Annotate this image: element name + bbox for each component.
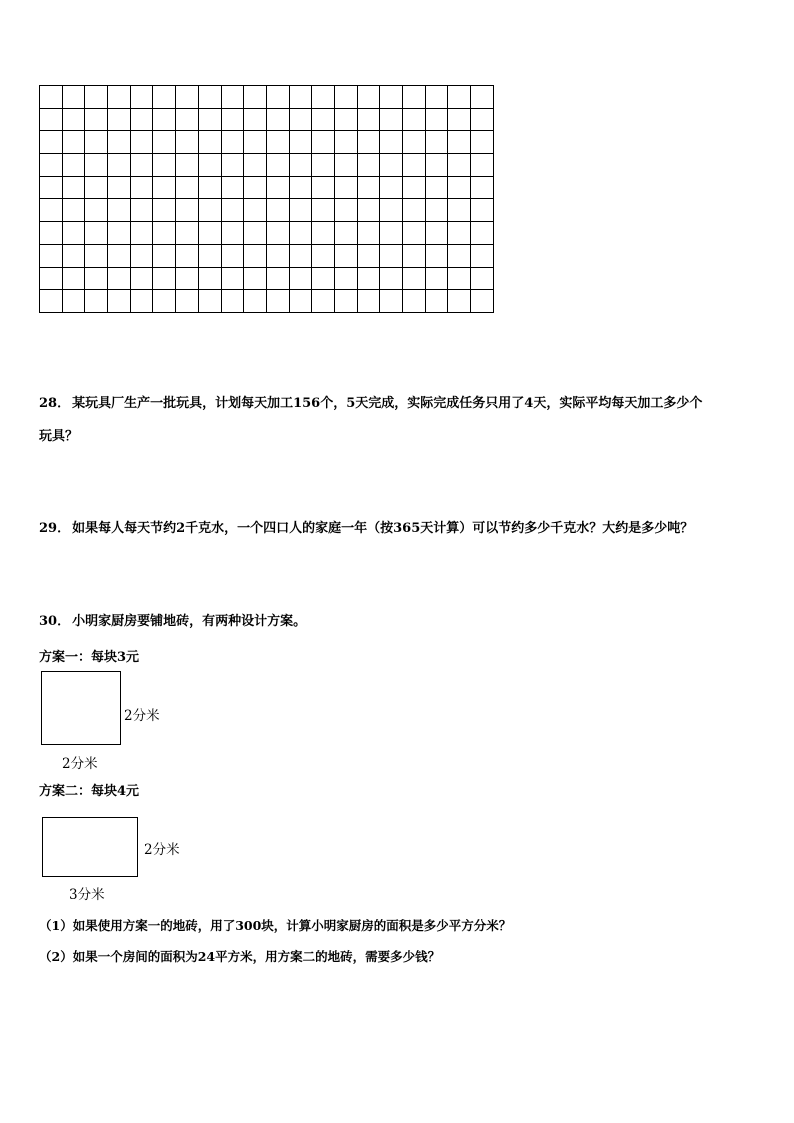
grid-cell bbox=[85, 222, 108, 245]
grid-cell bbox=[199, 131, 222, 154]
plan-1-label: 方案一：每块3元 bbox=[39, 650, 140, 665]
grid-cell bbox=[448, 199, 471, 222]
grid-cell bbox=[335, 131, 358, 154]
grid-cell bbox=[471, 245, 494, 268]
grid-cell bbox=[403, 86, 426, 109]
grid-cell bbox=[426, 154, 449, 177]
grid-cell bbox=[290, 290, 313, 313]
grid-cell bbox=[290, 109, 313, 132]
grid-cell bbox=[108, 177, 131, 200]
grid-cell bbox=[380, 86, 403, 109]
grid-cell bbox=[244, 222, 267, 245]
sub-question-1: （1）如果使用方案一的地砖，用了300块，计算小明家厨房的面积是多少平方分米？ bbox=[39, 918, 512, 933]
grid-cell bbox=[131, 199, 154, 222]
grid-cell bbox=[471, 177, 494, 200]
grid-cell bbox=[40, 131, 63, 154]
grid-cell bbox=[153, 245, 176, 268]
grid-cell bbox=[448, 109, 471, 132]
grid-cell bbox=[176, 222, 199, 245]
grid-cell bbox=[403, 290, 426, 313]
grid-cell bbox=[312, 154, 335, 177]
grid-cell bbox=[312, 109, 335, 132]
grid-cell bbox=[335, 268, 358, 291]
grid-cell bbox=[63, 177, 86, 200]
answer-grid bbox=[39, 85, 494, 313]
grid-cell bbox=[426, 245, 449, 268]
grid-cell bbox=[312, 290, 335, 313]
grid-cell bbox=[290, 177, 313, 200]
grid-cell bbox=[131, 222, 154, 245]
grid-cell bbox=[222, 245, 245, 268]
grid-cell bbox=[40, 199, 63, 222]
grid-cell bbox=[85, 199, 108, 222]
grid-cell bbox=[153, 109, 176, 132]
grid-cell bbox=[426, 222, 449, 245]
grid-cell bbox=[380, 109, 403, 132]
grid-cell bbox=[153, 154, 176, 177]
grid-cell bbox=[471, 86, 494, 109]
grid-cell bbox=[426, 268, 449, 291]
grid-cell bbox=[312, 199, 335, 222]
grid-cell bbox=[222, 177, 245, 200]
grid-cell bbox=[312, 131, 335, 154]
grid-cell bbox=[108, 86, 131, 109]
grid-cell bbox=[222, 199, 245, 222]
plan-2-side-label: 2分米 bbox=[144, 842, 180, 858]
question-29 bbox=[39, 522, 693, 535]
grid-cell bbox=[358, 222, 381, 245]
grid-cell bbox=[290, 131, 313, 154]
grid-cell bbox=[335, 290, 358, 313]
question-29-number: 29． bbox=[39, 521, 71, 536]
grid-cell bbox=[358, 109, 381, 132]
grid-cell bbox=[290, 268, 313, 291]
grid-cell bbox=[176, 154, 199, 177]
grid-cell bbox=[426, 199, 449, 222]
grid-cell bbox=[85, 109, 108, 132]
grid-cell bbox=[448, 268, 471, 291]
grid-cell bbox=[335, 222, 358, 245]
grid-cell bbox=[244, 245, 267, 268]
grid-cell bbox=[85, 177, 108, 200]
grid-cell bbox=[40, 222, 63, 245]
grid-cell bbox=[199, 199, 222, 222]
grid-cell bbox=[358, 154, 381, 177]
grid-cell bbox=[108, 222, 131, 245]
grid-cell bbox=[153, 290, 176, 313]
grid-cell bbox=[176, 245, 199, 268]
grid-cell bbox=[244, 109, 267, 132]
grid-cell bbox=[448, 154, 471, 177]
grid-cell bbox=[403, 109, 426, 132]
grid-cell bbox=[40, 86, 63, 109]
grid-cell bbox=[448, 86, 471, 109]
grid-cell bbox=[153, 222, 176, 245]
grid-cell bbox=[40, 154, 63, 177]
grid-cell bbox=[176, 199, 199, 222]
grid-cell bbox=[131, 268, 154, 291]
grid-cell bbox=[267, 177, 290, 200]
plan-1-side-label: 2分米 bbox=[124, 708, 160, 724]
grid-cell bbox=[358, 131, 381, 154]
grid-cell bbox=[222, 86, 245, 109]
grid-cell bbox=[108, 290, 131, 313]
grid-cell bbox=[312, 86, 335, 109]
grid-cell bbox=[471, 290, 494, 313]
grid-cell bbox=[267, 109, 290, 132]
grid-cell bbox=[40, 290, 63, 313]
sub-question-2: （2）如果一个房间的面积为24平方米，用方案二的地砖，需要多少钱？ bbox=[39, 949, 441, 964]
grid-cell bbox=[244, 86, 267, 109]
grid-cell bbox=[131, 245, 154, 268]
grid-cell bbox=[290, 222, 313, 245]
grid-cell bbox=[290, 245, 313, 268]
grid-cell bbox=[312, 245, 335, 268]
grid-cell bbox=[312, 222, 335, 245]
grid-cell bbox=[199, 245, 222, 268]
grid-cell bbox=[153, 268, 176, 291]
grid-cell bbox=[335, 177, 358, 200]
grid-cell bbox=[85, 290, 108, 313]
grid-cell bbox=[471, 268, 494, 291]
plan-2-bottom-label: 3分米 bbox=[69, 887, 105, 903]
grid-cell bbox=[85, 131, 108, 154]
grid-cell bbox=[380, 268, 403, 291]
question-30 bbox=[39, 615, 306, 628]
grid-cell bbox=[312, 268, 335, 291]
grid-cell bbox=[222, 268, 245, 291]
grid-cell bbox=[63, 131, 86, 154]
grid-cell bbox=[380, 131, 403, 154]
grid-cell bbox=[222, 109, 245, 132]
grid-cell bbox=[244, 268, 267, 291]
grid-cell bbox=[403, 154, 426, 177]
grid-cell bbox=[85, 268, 108, 291]
grid-cell bbox=[267, 86, 290, 109]
grid-cell bbox=[108, 131, 131, 154]
grid-cell bbox=[267, 290, 290, 313]
grid-cell bbox=[131, 131, 154, 154]
grid-cell bbox=[335, 199, 358, 222]
grid-cell bbox=[290, 154, 313, 177]
grid-cell bbox=[267, 245, 290, 268]
grid-cell bbox=[244, 154, 267, 177]
grid-cell bbox=[199, 177, 222, 200]
grid-cell bbox=[108, 154, 131, 177]
grid-cell bbox=[85, 86, 108, 109]
grid-cell bbox=[108, 268, 131, 291]
grid-cell bbox=[176, 268, 199, 291]
grid-cell bbox=[222, 154, 245, 177]
grid-cell bbox=[153, 199, 176, 222]
grid-cell bbox=[63, 109, 86, 132]
grid-cell bbox=[63, 290, 86, 313]
grid-cell bbox=[403, 245, 426, 268]
grid-cell bbox=[290, 199, 313, 222]
plan-1-tile bbox=[41, 671, 121, 745]
grid-cell bbox=[471, 222, 494, 245]
grid-cell bbox=[85, 154, 108, 177]
question-28-line1 bbox=[39, 397, 702, 410]
grid-cell bbox=[448, 245, 471, 268]
grid-cell bbox=[358, 290, 381, 313]
grid-cell bbox=[40, 268, 63, 291]
grid-cell bbox=[40, 177, 63, 200]
grid-cell bbox=[358, 268, 381, 291]
grid-cell bbox=[222, 131, 245, 154]
grid-cell bbox=[448, 222, 471, 245]
grid-cell bbox=[176, 177, 199, 200]
grid-cell bbox=[153, 177, 176, 200]
grid-cell bbox=[426, 109, 449, 132]
grid-cell bbox=[471, 199, 494, 222]
grid-cell bbox=[448, 290, 471, 313]
grid-cell bbox=[244, 177, 267, 200]
grid-cell bbox=[222, 222, 245, 245]
question-28-line2: 玩具？ bbox=[39, 429, 79, 444]
grid-cell bbox=[358, 199, 381, 222]
grid-cell bbox=[290, 86, 313, 109]
grid-cell bbox=[448, 131, 471, 154]
grid-cell bbox=[153, 86, 176, 109]
grid-cell bbox=[380, 199, 403, 222]
grid-cell bbox=[358, 86, 381, 109]
grid-cell bbox=[380, 290, 403, 313]
grid-cell bbox=[176, 86, 199, 109]
grid-cell bbox=[426, 86, 449, 109]
grid-cell bbox=[108, 245, 131, 268]
grid-cell bbox=[380, 154, 403, 177]
grid-cell bbox=[63, 154, 86, 177]
grid-cell bbox=[335, 86, 358, 109]
grid-cell bbox=[40, 109, 63, 132]
grid-cell bbox=[176, 109, 199, 132]
grid-cell bbox=[222, 290, 245, 313]
grid-cell bbox=[380, 222, 403, 245]
plan-2-tile bbox=[42, 817, 138, 877]
grid-cell bbox=[131, 154, 154, 177]
grid-cell bbox=[380, 177, 403, 200]
grid-cell bbox=[403, 222, 426, 245]
question-28-number: 28． bbox=[39, 396, 71, 411]
grid-cell bbox=[471, 131, 494, 154]
grid-cell bbox=[176, 131, 199, 154]
grid-cell bbox=[199, 154, 222, 177]
grid-cell bbox=[426, 177, 449, 200]
grid-cell bbox=[267, 268, 290, 291]
grid-cell bbox=[335, 109, 358, 132]
grid-cell bbox=[244, 290, 267, 313]
grid-cell bbox=[108, 109, 131, 132]
grid-cell bbox=[403, 131, 426, 154]
grid-cell bbox=[403, 199, 426, 222]
grid-cell bbox=[335, 245, 358, 268]
grid-cell bbox=[199, 290, 222, 313]
grid-cell bbox=[267, 199, 290, 222]
plan-1-bottom-label: 2分米 bbox=[62, 756, 98, 772]
grid-cell bbox=[131, 177, 154, 200]
grid-cell bbox=[471, 154, 494, 177]
grid-cell bbox=[199, 222, 222, 245]
grid-cell bbox=[63, 268, 86, 291]
grid-paper bbox=[39, 85, 494, 313]
question-30-intro: 小明家厨房要铺地砖，有两种设计方案。 bbox=[72, 614, 307, 629]
grid-cell bbox=[267, 154, 290, 177]
grid-cell bbox=[471, 109, 494, 132]
plan-2-label: 方案二：每块4元 bbox=[39, 784, 140, 799]
grid-cell bbox=[63, 199, 86, 222]
grid-cell bbox=[244, 131, 267, 154]
grid-cell bbox=[63, 222, 86, 245]
grid-cell bbox=[153, 131, 176, 154]
grid-cell bbox=[131, 86, 154, 109]
grid-cell bbox=[199, 268, 222, 291]
grid-cell bbox=[380, 245, 403, 268]
grid-cell bbox=[199, 109, 222, 132]
grid-cell bbox=[199, 86, 222, 109]
grid-cell bbox=[426, 131, 449, 154]
grid-cell bbox=[448, 177, 471, 200]
grid-cell bbox=[85, 245, 108, 268]
grid-cell bbox=[403, 177, 426, 200]
grid-cell bbox=[244, 199, 267, 222]
grid-cell bbox=[108, 199, 131, 222]
grid-cell bbox=[403, 268, 426, 291]
grid-cell bbox=[312, 177, 335, 200]
question-30-number: 30． bbox=[39, 614, 71, 629]
grid-cell bbox=[131, 290, 154, 313]
grid-cell bbox=[267, 222, 290, 245]
grid-cell bbox=[335, 154, 358, 177]
grid-cell bbox=[40, 245, 63, 268]
grid-cell bbox=[63, 245, 86, 268]
question-28-text: 某玩具厂生产一批玩具，计划每天加工156个，5天完成，实际完成任务只用了4天，实际平均每天加工多少个 bbox=[72, 396, 703, 411]
question-29-text: 如果每人每天节约2千克水，一个四口人的家庭一年（按365天计算）可以节约多少千克水？大约是多少吨？ bbox=[72, 521, 694, 536]
grid-cell bbox=[358, 245, 381, 268]
grid-cell bbox=[131, 109, 154, 132]
grid-cell bbox=[63, 86, 86, 109]
grid-cell bbox=[267, 131, 290, 154]
grid-cell bbox=[176, 290, 199, 313]
grid-cell bbox=[426, 290, 449, 313]
grid-cell bbox=[358, 177, 381, 200]
